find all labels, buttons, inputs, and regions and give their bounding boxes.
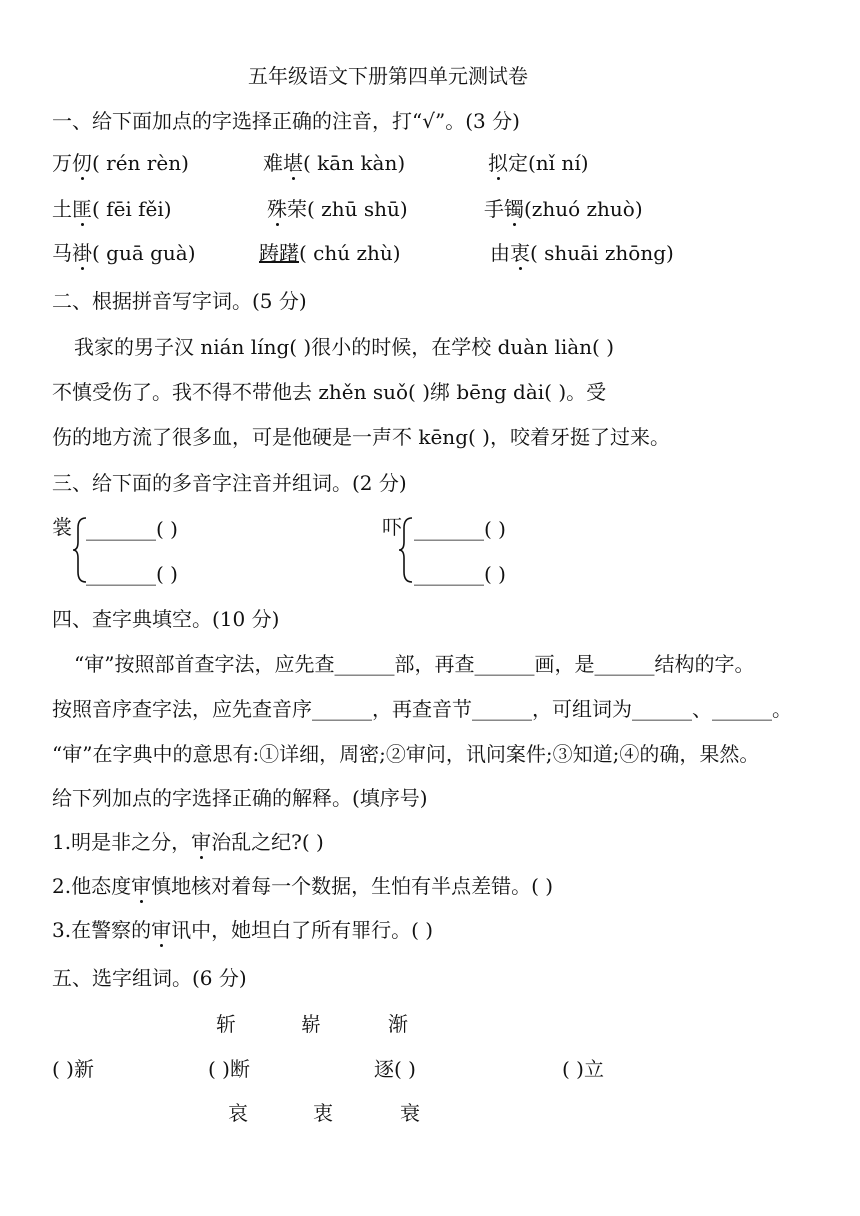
s1-item-3-2: 踌躇( chú zhù) xyxy=(259,241,401,265)
section4-heading: 四、查字典填空。(10 分) xyxy=(52,607,280,631)
s3-blank-2a[interactable]: _______( ) xyxy=(414,517,506,541)
s5-choice-char: 哀 xyxy=(228,1101,248,1125)
s5-choice-char: 衰 xyxy=(400,1101,420,1125)
s1-item-2-1: 土匪( fēi fěi) xyxy=(52,197,172,221)
s5-blank[interactable]: ( )立 xyxy=(562,1057,604,1081)
s1-item-3-3: 由衷( shuāi zhōng) xyxy=(490,241,674,265)
s1-item-2-2: 殊荣( zhū shū) xyxy=(267,197,408,221)
s4-question-3: 3.在警察的审讯中，她坦白了所有罪行。( ) xyxy=(52,918,434,942)
s4-line-4: 给下列加点的字选择正确的解释。(填序号) xyxy=(52,786,428,810)
s3-blank-1b[interactable]: _______( ) xyxy=(86,562,178,586)
s5-blank[interactable]: 逐( ) xyxy=(374,1057,416,1081)
s5-blank[interactable]: ( )新 xyxy=(52,1057,94,1081)
s2-line-2: 不慎受伤了。我不得不带他去 zhěn suǒ( )绑 bēng dài( )。受 xyxy=(52,380,607,404)
s1-item-1-2: 难堪( kān kàn) xyxy=(263,151,406,175)
section2-heading: 二、根据拼音写字词。(5 分) xyxy=(52,289,307,313)
s2-line-3: 伤的地方流了很多血，可是他硬是一声不 kēng( )，咬着牙挺了过来。 xyxy=(52,425,670,449)
s2-line-1: 我家的男子汉 nián líng( )很小的时候，在学校 duàn liàn( ) xyxy=(74,335,614,359)
s4-line-1: “审”按照部首查字法，应先查______部，再查______画，是______结构的字。 xyxy=(74,652,755,676)
s4-question-1: 1.明是非之分，审治乱之纪?( ) xyxy=(52,830,324,854)
section5-heading: 五、选字组词。(6 分) xyxy=(52,966,247,990)
s3-char-2: 吓 xyxy=(382,515,402,539)
s4-line-2: 按照音序查字法，应先查音序______，再查音节______，可组词为______、______。 xyxy=(52,697,792,721)
section3-heading: 三、给下面的多音字注音并组词。(2 分) xyxy=(52,471,407,495)
brace-icon xyxy=(398,516,414,584)
s5-choice-char: 渐 xyxy=(388,1012,408,1036)
s5-choice-char: 斩 xyxy=(216,1012,236,1036)
s3-char-1: 裳 xyxy=(52,515,72,539)
section1-heading: 一、给下面加点的字选择正确的注音，打“√”。(3 分) xyxy=(52,109,520,133)
s4-line-3: “审”在字典中的意思有:①详细，周密;②审问，讯问案件;③知道;④的确，果然。 xyxy=(52,742,760,766)
s1-item-3-1: 马褂( guā guà) xyxy=(52,241,196,265)
s5-blank[interactable]: ( )断 xyxy=(208,1057,250,1081)
s1-item-1-1: 万仞( rén rèn) xyxy=(52,151,189,175)
s5-choice-char: 崭 xyxy=(301,1012,321,1036)
s4-question-2: 2.他态度审慎地核对着每一个数据，生怕有半点差错。( ) xyxy=(52,874,554,898)
page-title: 五年级语文下册第四单元测试卷 xyxy=(248,64,528,88)
s3-blank-1a[interactable]: _______( ) xyxy=(86,517,178,541)
s3-blank-2b[interactable]: _______( ) xyxy=(414,562,506,586)
s1-item-1-3: 拟定(nǐ ní) xyxy=(488,151,589,175)
s1-item-2-3: 手镯(zhuó zhuò) xyxy=(484,197,643,221)
s5-choice-char: 衷 xyxy=(313,1101,333,1125)
